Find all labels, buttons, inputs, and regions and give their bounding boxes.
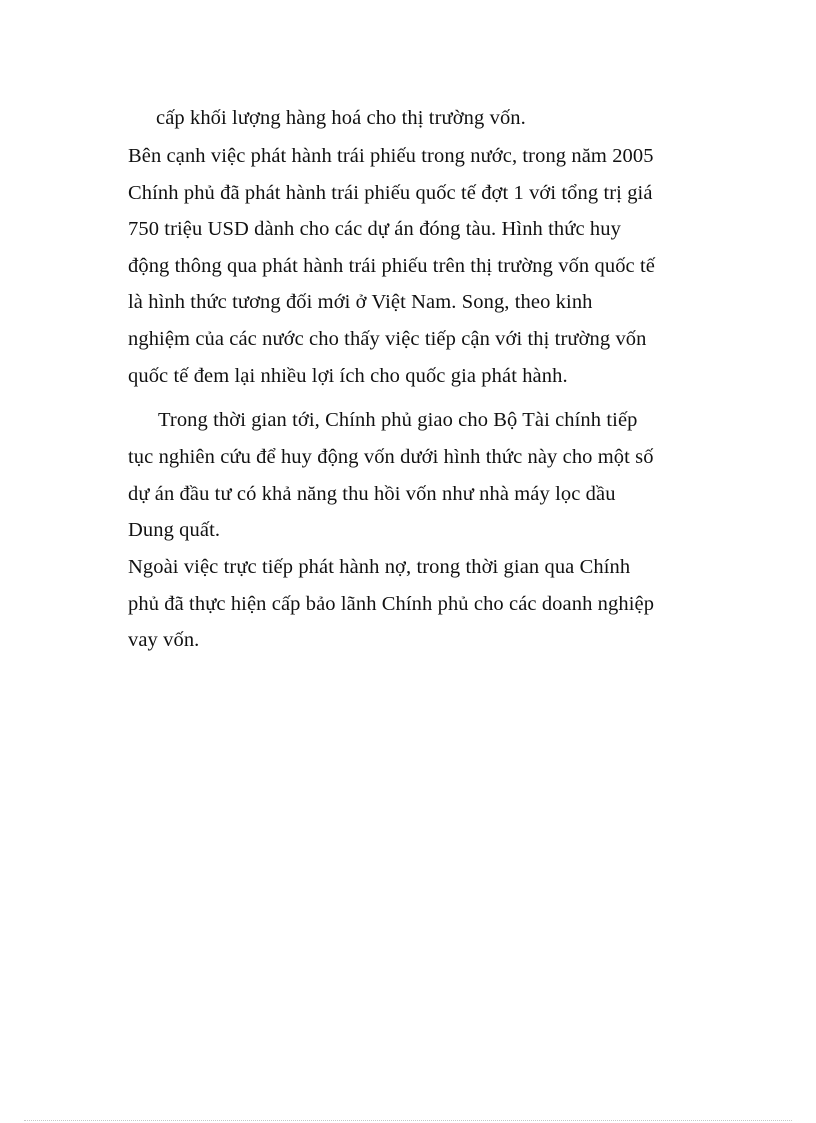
text-line: nghiệm của các nước cho thấy việc tiếp cận với thị trường vốn: [128, 328, 647, 350]
text-line: Bên cạnh việc phát hành trái phiếu trong nước, trong năm 2005: [128, 145, 654, 167]
text-line: Chính phủ đã phát hành trái phiếu quốc tế đợt 1 với tổng trị giá: [128, 182, 653, 204]
text-line: 750 triệu USD dành cho các dự án đóng tàu. Hình thức huy: [128, 218, 621, 240]
page-bottom-divider: [24, 1120, 792, 1121]
text-line: tục nghiên cứu để huy động vốn dưới hình thức này cho một số: [128, 446, 654, 468]
text-line: dự án đầu tư có khả năng thu hồi vốn như nhà máy lọc dầu: [128, 483, 616, 505]
text-line: động thông qua phát hành trái phiếu trên thị trường vốn quốc tế: [128, 255, 655, 277]
text-line: quốc tế đem lại nhiều lợi ích cho quốc gia phát hành.: [128, 365, 568, 387]
text-line: Ngoài việc trực tiếp phát hành nợ, trong thời gian qua Chính: [128, 556, 631, 578]
text-line: vay vốn.: [128, 629, 200, 651]
text-line: Dung quất.: [128, 519, 221, 541]
text-line: cấp khối lượng hàng hoá cho thị trường vốn.: [156, 107, 526, 129]
text-line: Trong thời gian tới, Chính phủ giao cho Bộ Tài chính tiếp: [158, 409, 638, 431]
text-line: phủ đã thực hiện cấp bảo lãnh Chính phủ cho các doanh nghiệp: [128, 593, 655, 615]
text-line: là hình thức tương đối mới ở Việt Nam. Song, theo kinh: [128, 291, 593, 313]
